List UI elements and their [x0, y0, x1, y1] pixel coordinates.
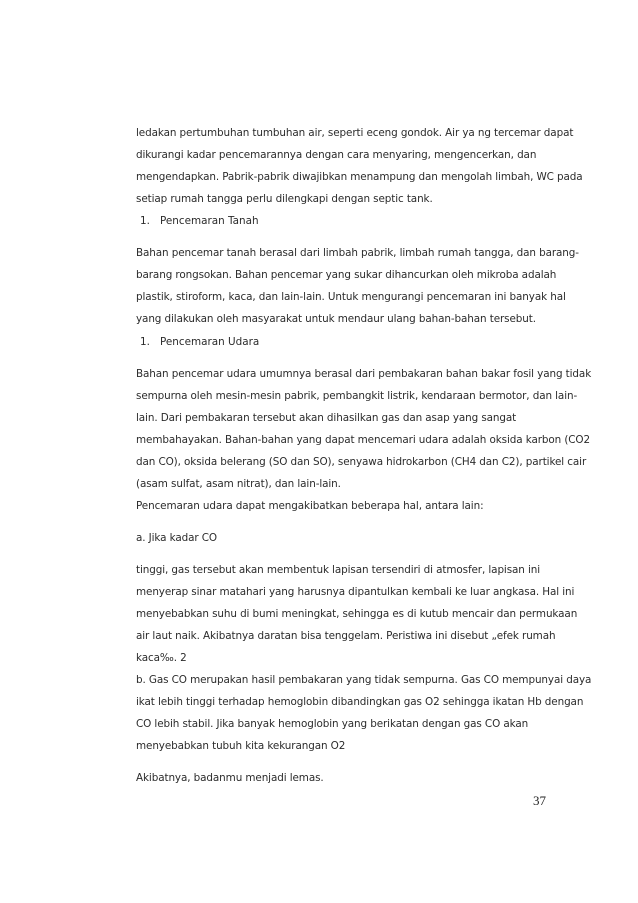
paragraph-line: lain. Dari pembakaran tersebut akan dihasilkan gas dan asap yang sangat [136, 412, 517, 424]
paragraph-line: menyerap sinar matahari yang harusnya dipantulkan kembali ke luar angkasa. Hal ini [136, 586, 575, 598]
paragraph-line: air laut naik. Akibatnya daratan bisa tenggelam. Peristiwa ini disebut „efek rumah [136, 630, 556, 642]
paragraph-line: Bahan pencemar tanah berasal dari limbah pabrik, limbah rumah tangga, dan barang- [136, 247, 579, 259]
paragraph-line: dan CO), oksida belerang (SO dan SO), senyawa hidrokarbon (CH4 dan C2), partikel cair [136, 456, 587, 468]
paragraph-line: CO lebih stabil. Jika banyak hemoglobin yang berikatan dengan gas CO akan [136, 718, 529, 730]
paragraph-line: Akibatnya, badanmu menjadi lemas. [136, 772, 324, 784]
section-number: 1. [140, 336, 150, 348]
list-item-heading-a: a. Jika kadar CO [136, 532, 218, 544]
paragraph-line: membahayakan. Bahan-bahan yang dapat mencemari udara adalah oksida karbon (CO2 [136, 434, 591, 446]
paragraph-line: ikat lebih tinggi terhadap hemoglobin dibandingkan gas O2 sehingga ikatan Hb dengan [136, 696, 584, 708]
paragraph-line: barang rongsokan. Bahan pencemar yang sukar dihancurkan oleh mikroba adalah [136, 269, 557, 281]
paragraph-line: sempurna oleh mesin-mesin pabrik, pembangkit listrik, kendaraan bermotor, dan lain- [136, 390, 578, 402]
paragraph-line: Pencemaran udara dapat mengakibatkan beberapa hal, antara lain: [136, 500, 484, 512]
paragraph-line: Bahan pencemar udara umumnya berasal dari pembakaran bahan bakar fosil yang tidak [136, 368, 592, 380]
paragraph-line: kaca‰. 2 [136, 652, 187, 664]
paragraph-line: setiap rumah tangga perlu dilengkapi dengan septic tank. [136, 193, 433, 205]
section-number: 1. [140, 215, 150, 227]
paragraph-line: b. Gas CO merupakan hasil pembakaran yang tidak sempurna. Gas CO mempunyai daya [136, 674, 592, 686]
paragraph-line: menyebabkan suhu di bumi meningkat, sehingga es di kutub mencair dan permukaan [136, 608, 578, 620]
paragraph-line: tinggi, gas tersebut akan membentuk lapisan tersendiri di atmosfer, lapisan ini [136, 564, 541, 576]
section-heading-tanah: Pencemaran Tanah [160, 215, 259, 227]
paragraph-line: (asam sulfat, asam nitrat), dan lain-lain. [136, 478, 341, 490]
paragraph-line: yang dilakukan oleh masyarakat untuk mendaur ulang bahan-bahan tersebut. [136, 313, 536, 325]
section-heading-udara: Pencemaran Udara [160, 336, 260, 348]
paragraph-line: ledakan pertumbuhan tumbuhan air, seperti eceng gondok. Air ya ng tercemar dapat [136, 127, 574, 139]
paragraph-line: dikurangi kadar pencemarannya dengan cara menyaring, mengencerkan, dan [136, 149, 537, 161]
paragraph-line: plastik, stiroform, kaca, dan lain-lain. Untuk mengurangi pencemaran ini banyak hal [136, 291, 566, 303]
page-number: 37 [533, 793, 546, 808]
paragraph-line: menyebabkan tubuh kita kekurangan O2 [136, 740, 346, 752]
paragraph-line: mengendapkan. Pabrik-pabrik diwajibkan menampung dan mengolah limbah, WC pada [136, 171, 583, 183]
